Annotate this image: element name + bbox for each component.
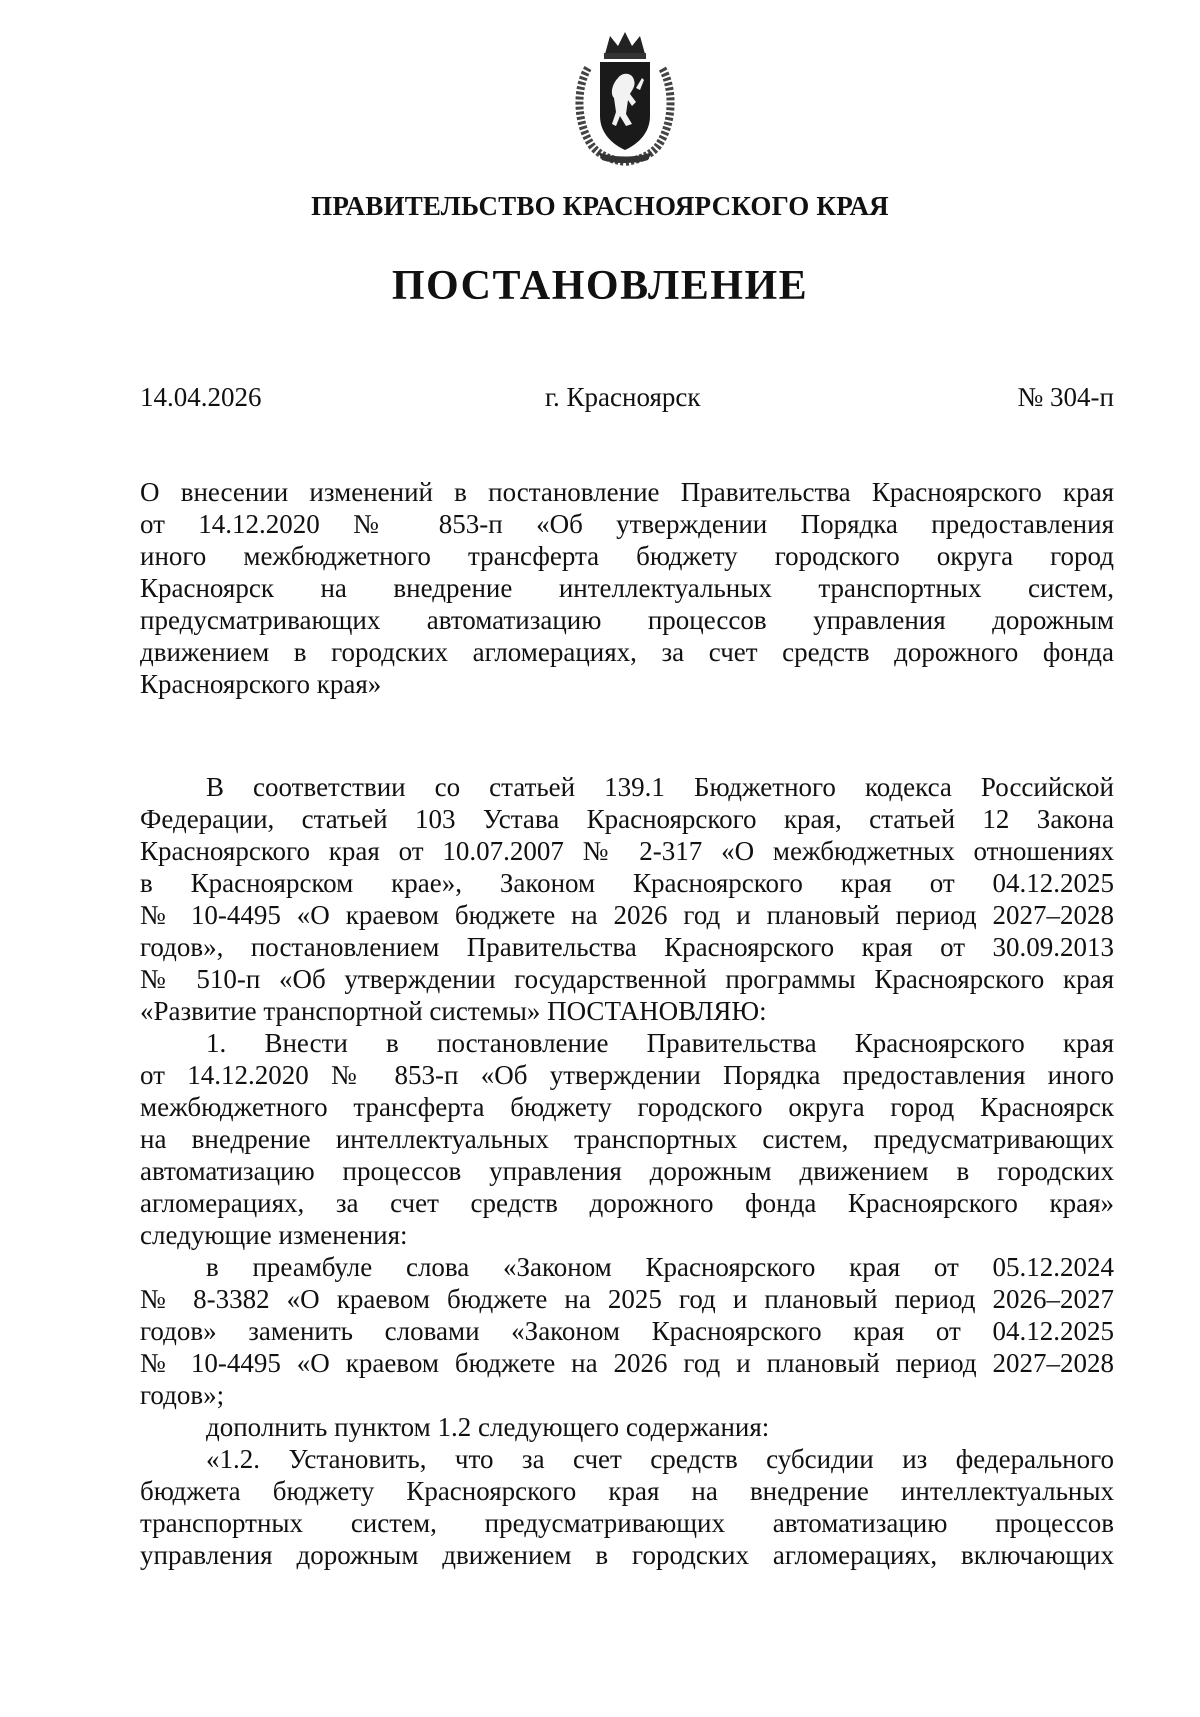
body-line: «Развитие транспортной системы» ПОСТАНОВЛЯЮ: bbox=[140, 996, 767, 1026]
coat-of-arms-icon bbox=[570, 28, 680, 166]
document-date: 14.04.2026 bbox=[140, 382, 262, 412]
body-line: транспортных систем, предусматривающих автоматизацию процессов bbox=[140, 1508, 1114, 1538]
body-line: в преамбуле слова «Законом Красноярского края от 05.12.2024 bbox=[206, 1252, 1114, 1282]
body-line: «1.2. Установить, что за счет средств субсидии из федерального bbox=[206, 1444, 1114, 1474]
document-body bbox=[140, 771, 1114, 1571]
body-line: годов», постановлением Правительства Красноярского края от 30.09.2013 bbox=[140, 932, 1114, 962]
body-line: агломерациях, за счет средств дорожного фонда Красноярского края» bbox=[140, 1188, 1114, 1218]
body-line: бюджета бюджету Красноярского края на внедрение интеллектуальных bbox=[140, 1476, 1114, 1506]
body-line: № 510-п «Об утверждении государственной программы Красноярского края bbox=[140, 964, 1114, 994]
body-line: годов» заменить словами «Законом Красноярского края от 04.12.2025 bbox=[140, 1316, 1114, 1346]
document-city: г. Красноярск bbox=[545, 382, 701, 412]
subject-line: от 14.12.2020 № 853-п «Об утверждении Порядка предоставления bbox=[140, 509, 1114, 539]
body-line: дополнить пунктом 1.2 следующего содержания: bbox=[206, 1412, 770, 1442]
document-number: № 304-п bbox=[1017, 382, 1114, 412]
body-line: Федерации, статьей 103 Устава Красноярского края, статьей 12 Закона bbox=[140, 804, 1114, 834]
body-line: № 10-4495 «О краевом бюджете на 2026 год и плановый период 2027–2028 bbox=[140, 900, 1114, 930]
subject-line: Красноярск на внедрение интеллектуальных транспортных систем, bbox=[140, 573, 1114, 603]
subject-line: предусматривающих автоматизацию процессов управления дорожным bbox=[140, 605, 1114, 635]
body-line: Красноярского края от 10.07.2007 № 2-317 «О межбюджетных отношениях bbox=[140, 836, 1114, 866]
body-line: № 10-4495 «О краевом бюджете на 2026 год и плановый период 2027–2028 bbox=[140, 1348, 1114, 1378]
subject-line: иного межбюджетного трансферта бюджету городского округа город bbox=[140, 541, 1114, 571]
document-subject bbox=[140, 476, 1114, 700]
body-line: В соответствии со статьей 139.1 Бюджетного кодекса Российской bbox=[206, 772, 1114, 802]
body-line: от 14.12.2020 № 853-п «Об утверждении Порядка предоставления иного bbox=[140, 1060, 1114, 1090]
subject-line: движением в городских агломерациях, за счет средств дорожного фонда bbox=[140, 637, 1114, 667]
body-line: годов»; bbox=[140, 1380, 225, 1410]
body-line: управления дорожным движением в городских агломерациях, включающих bbox=[140, 1540, 1114, 1570]
body-line: автоматизацию процессов управления дорожным движением в городских bbox=[140, 1156, 1114, 1186]
organization-title: ПРАВИТЕЛЬСТВО КРАСНОЯРСКОГО КРАЯ bbox=[311, 191, 889, 221]
body-line: № 8-3382 «О краевом бюджете на 2025 год и плановый период 2026–2027 bbox=[140, 1284, 1114, 1314]
body-line: на внедрение интеллектуальных транспортных систем, предусматривающих bbox=[140, 1124, 1114, 1154]
body-line: в Красноярском крае», Законом Красноярского края от 04.12.2025 bbox=[140, 868, 1114, 898]
body-line: следующие изменения: bbox=[140, 1220, 408, 1250]
body-line: межбюджетного трансферта бюджету городского округа город Красноярск bbox=[140, 1092, 1114, 1122]
subject-line: О внесении изменений в постановление Правительства Красноярского края bbox=[140, 477, 1114, 507]
document-type-title: ПОСТАНОВЛЕНИЕ bbox=[391, 263, 809, 309]
body-line: 1. Внести в постановление Правительства Красноярского края bbox=[206, 1028, 1114, 1058]
subject-line: Красноярского края» bbox=[140, 669, 382, 699]
